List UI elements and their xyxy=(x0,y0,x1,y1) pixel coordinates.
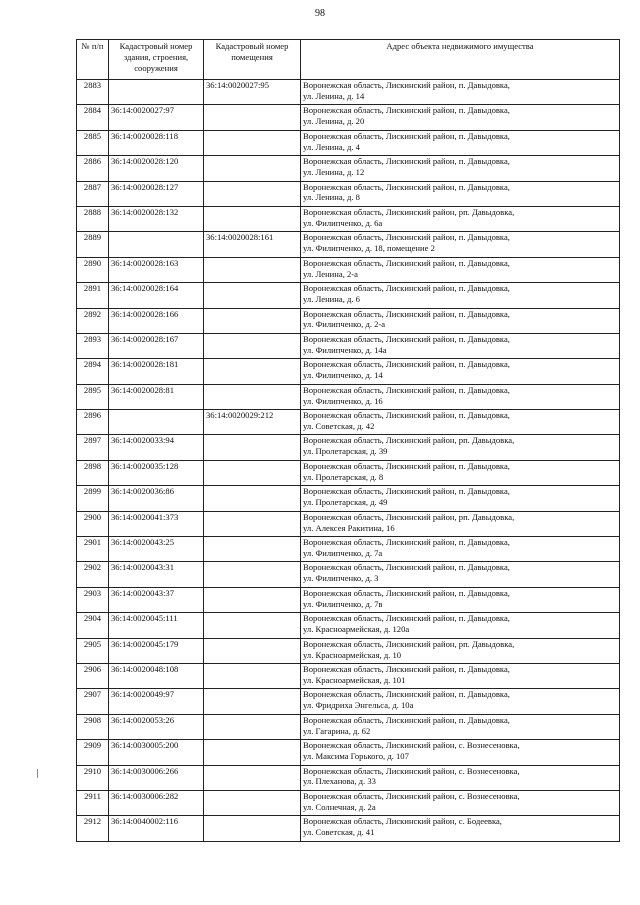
row-number: 2898 xyxy=(77,460,109,485)
premises-cadastral-number xyxy=(204,486,301,511)
row-number: 2906 xyxy=(77,663,109,688)
address-line-street: ул. Красноармейская, д. 120а xyxy=(303,624,410,635)
row-number: 2902 xyxy=(77,562,109,587)
row-number: 2883 xyxy=(77,80,109,105)
address-line-street: ул. Фридриха Энгельса, д. 10а xyxy=(303,700,414,711)
address-cell xyxy=(301,130,620,155)
address-line-street: ул. Филипченко, д. 6а xyxy=(303,217,383,228)
building-cadastral-number: 36:14:0020035:128 xyxy=(109,460,204,485)
table-row xyxy=(77,511,620,536)
building-cadastral-number: 36:14:0020028:163 xyxy=(109,257,204,282)
header-building-cadastral: Кадастровый номер здания, строения, сооружения xyxy=(109,40,204,80)
address-line-street: ул. Филипченко, д. 2-а xyxy=(303,319,386,330)
row-number: 2912 xyxy=(77,816,109,841)
address-cell xyxy=(301,410,620,435)
building-cadastral-number: 36:14:0020041:373 xyxy=(109,511,204,536)
address-line-region: Воронежская область, Лискинский район, п. Давыдовка, xyxy=(303,257,510,268)
table-row xyxy=(77,435,620,460)
address-line-street: ул. Советская, д. 41 xyxy=(303,827,375,838)
row-number: 2884 xyxy=(77,105,109,130)
property-register-table xyxy=(76,39,620,842)
address-line-region: Воронежская область, Лискинский район, п. Давыдовка, xyxy=(303,689,510,700)
address-line-region: Воронежская область, Лискинский район, п. Давыдовка, xyxy=(303,130,510,141)
building-cadastral-number: 36:14:0020043:31 xyxy=(109,562,204,587)
address-cell xyxy=(301,359,620,384)
premises-cadastral-number: 36:14:0020029:212 xyxy=(204,410,301,435)
address-line-region: Воронежская область, Лискинский район, п. Давыдовка, xyxy=(303,232,510,243)
row-number: 2893 xyxy=(77,333,109,358)
premises-cadastral-number: 36:14:0020028:161 xyxy=(204,232,301,257)
address-line-street: ул. Пролетарская, д. 8 xyxy=(303,471,384,482)
address-line-street: ул. Ленина, д. 4 xyxy=(303,141,360,152)
address-line-street: ул. Ленина, д. 8 xyxy=(303,192,360,203)
table-row xyxy=(77,790,620,815)
row-number: 2891 xyxy=(77,283,109,308)
building-cadastral-number: 36:14:0020033:94 xyxy=(109,435,204,460)
address-line-region: Воронежская область, Лискинский район, с. Бодеевка, xyxy=(303,816,502,827)
address-cell xyxy=(301,181,620,206)
address-cell xyxy=(301,232,620,257)
row-number: 2908 xyxy=(77,714,109,739)
premises-cadastral-number xyxy=(204,587,301,612)
premises-cadastral-number xyxy=(204,689,301,714)
row-number: 2899 xyxy=(77,486,109,511)
premises-cadastral-number xyxy=(204,257,301,282)
address-cell xyxy=(301,80,620,105)
table-row xyxy=(77,181,620,206)
address-line-street: ул. Ленина, 2-а xyxy=(303,268,358,279)
address-cell xyxy=(301,663,620,688)
header-address: Адрес объекта недвижимого имущества xyxy=(301,40,620,80)
building-cadastral-number: 36:14:0020045:179 xyxy=(109,638,204,663)
building-cadastral-number xyxy=(109,80,204,105)
address-cell xyxy=(301,384,620,409)
premises-cadastral-number xyxy=(204,130,301,155)
address-cell xyxy=(301,333,620,358)
table-row xyxy=(77,130,620,155)
premises-cadastral-number xyxy=(204,663,301,688)
premises-cadastral-number xyxy=(204,105,301,130)
address-line-street: ул. Филипченко, д. 7а xyxy=(303,547,383,558)
address-line-region: Воронежская область, Лискинский район, п. Давыдовка, xyxy=(303,359,510,370)
address-line-street: ул. Ленина, д. 12 xyxy=(303,167,365,178)
building-cadastral-number: 36:14:0020053:26 xyxy=(109,714,204,739)
premises-cadastral-number xyxy=(204,765,301,790)
address-line-street: ул. Гагарина, д. 62 xyxy=(303,725,371,736)
address-line-street: ул. Филипченко, д. 14а xyxy=(303,344,387,355)
table-row xyxy=(77,359,620,384)
address-line-region: Воронежская область, Лискинский район, п. Давыдовка, xyxy=(303,537,510,548)
address-cell xyxy=(301,156,620,181)
row-number: 2903 xyxy=(77,587,109,612)
building-cadastral-number: 36:14:0030006:266 xyxy=(109,765,204,790)
table-row xyxy=(77,80,620,105)
premises-cadastral-number xyxy=(204,714,301,739)
building-cadastral-number: 36:14:0020048:108 xyxy=(109,663,204,688)
row-number: 2886 xyxy=(77,156,109,181)
address-line-region: Воронежская область, Лискинский район, с. Вознесеновка, xyxy=(303,740,520,751)
row-number: 2888 xyxy=(77,206,109,231)
header-num: № п/п xyxy=(77,40,109,80)
row-number: 2889 xyxy=(77,232,109,257)
address-line-street: ул. Филипченко, д. 3 xyxy=(303,573,379,584)
row-number: 2910 xyxy=(77,765,109,790)
address-line-street: ул. Ленина, д. 14 xyxy=(303,90,365,101)
address-cell xyxy=(301,740,620,765)
premises-cadastral-number xyxy=(204,308,301,333)
address-cell xyxy=(301,206,620,231)
address-line-region: Воронежская область, Лискинский район, п. Давыдовка, xyxy=(303,181,510,192)
table-row xyxy=(77,765,620,790)
address-line-region: Воронежская область, Лискинский район, рп. Давыдовка, xyxy=(303,435,515,446)
building-cadastral-number: 36:14:0020027:97 xyxy=(109,105,204,130)
table-row xyxy=(77,587,620,612)
premises-cadastral-number xyxy=(204,638,301,663)
building-cadastral-number xyxy=(109,410,204,435)
premises-cadastral-number xyxy=(204,156,301,181)
address-cell xyxy=(301,257,620,282)
address-cell xyxy=(301,790,620,815)
address-line-street: ул. Ленина, д. 6 xyxy=(303,294,360,305)
table-row xyxy=(77,689,620,714)
row-number: 2885 xyxy=(77,130,109,155)
building-cadastral-number: 36:14:0020028:164 xyxy=(109,283,204,308)
address-line-street: ул. Ленина, д. 20 xyxy=(303,116,365,127)
row-number: 2907 xyxy=(77,689,109,714)
building-cadastral-number: 36:14:0030005:200 xyxy=(109,740,204,765)
address-line-street: ул. Филипченко, д. 14 xyxy=(303,370,383,381)
premises-cadastral-number xyxy=(204,537,301,562)
row-number: 2897 xyxy=(77,435,109,460)
building-cadastral-number: 36:14:0020028:166 xyxy=(109,308,204,333)
row-number: 2901 xyxy=(77,537,109,562)
address-line-region: Воронежская область, Лискинский район, п. Давыдовка, xyxy=(303,486,510,497)
address-cell xyxy=(301,714,620,739)
building-cadastral-number: 36:14:0020028:167 xyxy=(109,333,204,358)
address-line-region: Воронежская область, Лискинский район, рп. Давыдовка, xyxy=(303,206,515,217)
table-row xyxy=(77,562,620,587)
table-row xyxy=(77,714,620,739)
address-line-street: ул. Пролетарская, д. 49 xyxy=(303,497,388,508)
premises-cadastral-number xyxy=(204,283,301,308)
building-cadastral-number: 36:14:0020028:118 xyxy=(109,130,204,155)
table-body xyxy=(77,80,620,842)
premises-cadastral-number xyxy=(204,333,301,358)
address-line-street: ул. Филипченко, д. 16 xyxy=(303,395,383,406)
address-cell xyxy=(301,105,620,130)
row-number: 2904 xyxy=(77,613,109,638)
building-cadastral-number: 36:14:0020043:37 xyxy=(109,587,204,612)
address-line-region: Воронежская область, Лискинский район, п. Давыдовка, xyxy=(303,333,510,344)
header-premises-cadastral: Кадастровый номер помещения xyxy=(204,40,301,80)
row-number: 2887 xyxy=(77,181,109,206)
address-cell xyxy=(301,689,620,714)
address-line-region: Воронежская область, Лискинский район, п. Давыдовка, xyxy=(303,156,510,167)
table-row xyxy=(77,283,620,308)
address-line-region: Воронежская область, Лискинский район, п. Давыдовка, xyxy=(303,562,510,573)
table-row xyxy=(77,232,620,257)
premises-cadastral-number xyxy=(204,460,301,485)
premises-cadastral-number xyxy=(204,181,301,206)
building-cadastral-number xyxy=(109,232,204,257)
row-number: 2905 xyxy=(77,638,109,663)
address-line-region: Воронежская область, Лискинский район, п. Давыдовка, xyxy=(303,714,510,725)
address-line-street: ул. Филипченко, д. 18, помещение 2 xyxy=(303,243,435,254)
address-line-street: ул. Пролетарская, д. 39 xyxy=(303,446,388,457)
address-cell xyxy=(301,511,620,536)
address-line-region: Воронежская область, Лискинский район, п. Давыдовка, xyxy=(303,80,510,90)
table-row xyxy=(77,460,620,485)
building-cadastral-number: 36:14:0030006:282 xyxy=(109,790,204,815)
building-cadastral-number: 36:14:0020028:127 xyxy=(109,181,204,206)
premises-cadastral-number xyxy=(204,384,301,409)
table-row xyxy=(77,410,620,435)
table-row xyxy=(77,613,620,638)
address-line-region: Воронежская область, Лискинский район, рп. Давыдовка, xyxy=(303,638,515,649)
premises-cadastral-number xyxy=(204,816,301,841)
address-line-street: ул. Красноармейская, д. 101 xyxy=(303,674,406,685)
address-line-region: Воронежская область, Лискинский район, п. Давыдовка, xyxy=(303,308,510,319)
address-line-street: ул. Советская, д. 42 xyxy=(303,420,375,431)
building-cadastral-number: 36:14:0020045:111 xyxy=(109,613,204,638)
address-line-region: Воронежская область, Лискинский район, п. Давыдовка, xyxy=(303,384,510,395)
table-row xyxy=(77,638,620,663)
address-line-region: Воронежская область, Лискинский район, п. Давыдовка, xyxy=(303,105,510,116)
building-cadastral-number: 36:14:0020049:97 xyxy=(109,689,204,714)
margin-mark xyxy=(37,769,38,778)
building-cadastral-number: 36:14:0020028:120 xyxy=(109,156,204,181)
table-row xyxy=(77,816,620,841)
table-row xyxy=(77,156,620,181)
premises-cadastral-number xyxy=(204,206,301,231)
premises-cadastral-number xyxy=(204,613,301,638)
premises-cadastral-number xyxy=(204,790,301,815)
address-cell xyxy=(301,537,620,562)
address-cell xyxy=(301,283,620,308)
address-line-region: Воронежская область, Лискинский район, п. Давыдовка, xyxy=(303,410,510,421)
page-number: 98 xyxy=(315,8,325,19)
premises-cadastral-number xyxy=(204,511,301,536)
address-cell xyxy=(301,308,620,333)
building-cadastral-number: 36:14:0020028:81 xyxy=(109,384,204,409)
table-row xyxy=(77,384,620,409)
address-line-region: Воронежская область, Лискинский район, п. Давыдовка, xyxy=(303,283,510,294)
address-cell xyxy=(301,816,620,841)
row-number: 2890 xyxy=(77,257,109,282)
address-line-street: ул. Алексея Ракитина, 16 xyxy=(303,522,395,533)
table-row xyxy=(77,105,620,130)
address-cell xyxy=(301,587,620,612)
address-line-region: Воронежская область, Лискинский район, п. Давыдовка, xyxy=(303,613,510,624)
address-cell xyxy=(301,435,620,460)
address-line-region: Воронежская область, Лискинский район, рп. Давыдовка, xyxy=(303,511,515,522)
row-number: 2911 xyxy=(77,790,109,815)
table-row xyxy=(77,308,620,333)
premises-cadastral-number xyxy=(204,562,301,587)
table-row xyxy=(77,206,620,231)
premises-cadastral-number xyxy=(204,740,301,765)
address-line-region: Воронежская область, Лискинский район, с. Вознесеновка, xyxy=(303,765,520,776)
address-cell xyxy=(301,486,620,511)
building-cadastral-number: 36:14:0020028:132 xyxy=(109,206,204,231)
row-number: 2895 xyxy=(77,384,109,409)
row-number: 2892 xyxy=(77,308,109,333)
table-row xyxy=(77,537,620,562)
premises-cadastral-number: 36:14:0020027:95 xyxy=(204,80,301,105)
row-number: 2900 xyxy=(77,511,109,536)
address-cell xyxy=(301,613,620,638)
row-number: 2896 xyxy=(77,410,109,435)
address-line-street: ул. Плеханова, д. 33 xyxy=(303,776,376,787)
address-line-region: Воронежская область, Лискинский район, п. Давыдовка, xyxy=(303,587,510,598)
address-line-street: ул. Красноармейская, д. 10 xyxy=(303,649,402,660)
address-line-region: Воронежская область, Лискинский район, с. Вознесеновка, xyxy=(303,790,520,801)
table-header-row xyxy=(77,40,620,80)
row-number: 2909 xyxy=(77,740,109,765)
row-number: 2894 xyxy=(77,359,109,384)
address-cell xyxy=(301,638,620,663)
address-cell xyxy=(301,460,620,485)
premises-cadastral-number xyxy=(204,359,301,384)
table-row xyxy=(77,663,620,688)
table-row xyxy=(77,257,620,282)
address-line-street: ул. Максима Горького, д. 107 xyxy=(303,751,409,762)
building-cadastral-number: 36:14:0020043:25 xyxy=(109,537,204,562)
address-line-street: ул. Солнечная, д. 2а xyxy=(303,801,376,812)
table-row xyxy=(77,486,620,511)
address-cell xyxy=(301,765,620,790)
building-cadastral-number: 36:14:0020036:86 xyxy=(109,486,204,511)
premises-cadastral-number xyxy=(204,435,301,460)
address-cell xyxy=(301,562,620,587)
address-line-region: Воронежская область, Лискинский район, п. Давыдовка, xyxy=(303,460,510,471)
table-row xyxy=(77,740,620,765)
table-row xyxy=(77,333,620,358)
building-cadastral-number: 36:14:0040002:116 xyxy=(109,816,204,841)
address-line-region: Воронежская область, Лискинский район, п. Давыдовка, xyxy=(303,663,510,674)
address-line-street: ул. Филипченко, д. 7в xyxy=(303,598,383,609)
building-cadastral-number: 36:14:0020028:181 xyxy=(109,359,204,384)
